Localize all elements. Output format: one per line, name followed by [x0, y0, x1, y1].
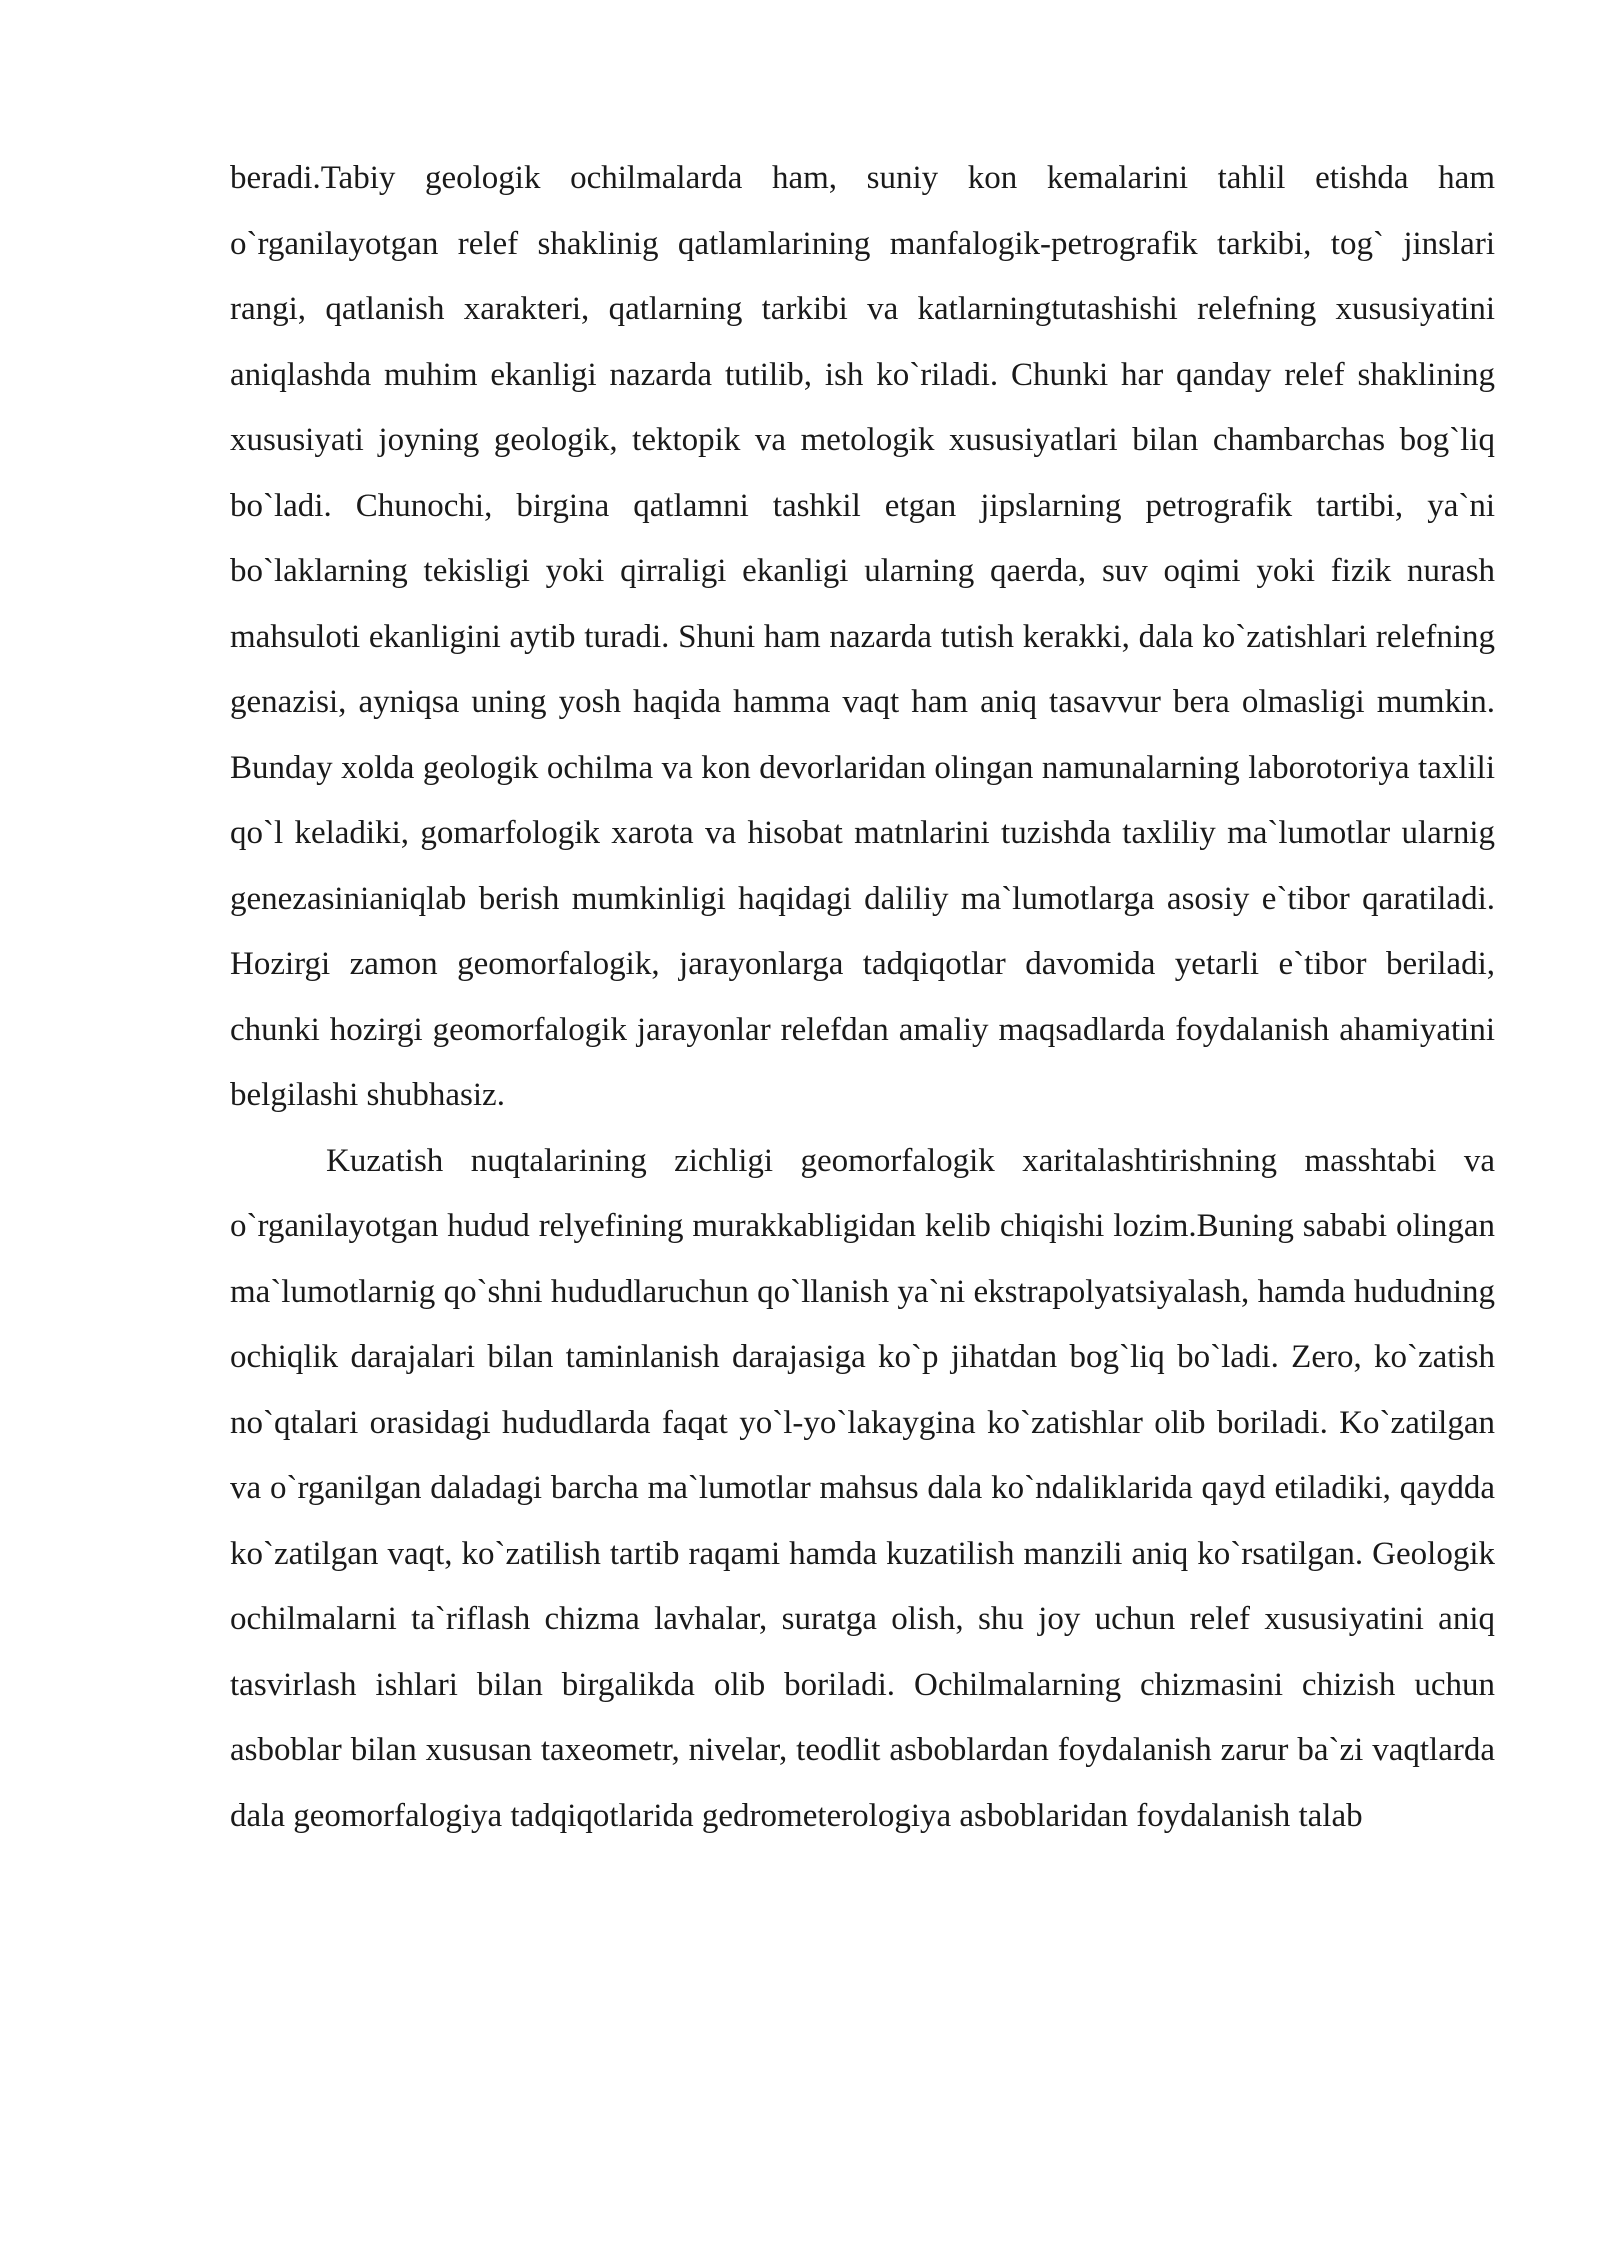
body-text [230, 146, 1495, 1849]
paragraph-continuation: beradi.Tabiy geologik ochilmalarda ham, suniy kon kemalarini tahlil etishda ham o`rganilayotgan relef shaklinig qatlamlarining manfalogik-petrografik tarkibi, tog` jinslari rangi, qatlanish xarakteri, qatlarning tarkibi va katlarningtutashishi relefning xususiyatini aniqlashda muhim ekanligi nazarda tutilib, ish ko`riladi. Chunki har qanday relef shaklining xususiyati joyning geologik, tektopik va metologik xususiyatlari bilan chambarchas bog`liq bo`ladi. Chunochi, birgina qatlamni tashkil etgan jipslarning petrografik tartibi, ya`ni bo`laklarning tekisligi yoki qirraligi ekanligi ularning qaerda, suv oqimi yoki fizik nurash mahsuloti ekanligini aytib turadi. Shuni ham nazarda tutish kerakki, dala ko`zatishlari relefning genazisi, ayniqsa uning yosh haqida hamma vaqt ham aniq tasavvur bera olmasligi mumkin. Bunday xolda geologik ochilma va kon devorlaridan olingan namunalarning laborotoriya taxlili qo`l keladiki, gomarfologik xarota va hisobat matnlarini tuzishda taxliliy ma`lumotlar ularnig genezasinianiqlab berish mumkinligi haqidagi daliliy ma`lumotlarga asosiy e`tibor qaratiladi. Hozirgi zamon geomorfalogik, jarayonlarga tadqiqotlar davomida yetarli e`tibor beriladi, chunki hozirgi geomorfalogik jarayonlar relefdan amaliy maqsadlarda foydalanish ahamiyatini belgilashi shubhasiz. [230, 160, 1495, 1113]
paragraph-observation-density: Kuzatish nuqtalarining zichligi geomorfalogik xaritalashtirishning masshtabi va o`rganilayotgan hudud relyefining murakkabligidan kelib chiqishi lozim.Buning sababi olingan ma`lumotlarnig qo`shni hududlaruchun qo`llanish ya`ni ekstrapolyatsiyalash, hamda hududning ochiqlik darajalari bilan taminlanish darajasiga ko`p jihatdan bog`liq bo`ladi. Zero, ko`zatish no`qtalari orasidagi hududlarda faqat yo`l-yo`lakaygina ko`zatishlar olib boriladi. Ko`zatilgan va o`rganilgan daladagi barcha ma`lumotlar mahsus dala ko`ndaliklarida qayd etiladiki, qaydda ko`zatilgan vaqt, ko`zatilish tartib raqami hamda kuzatilish manzili aniq ko`rsatilgan. Geologik ochilmalarni ta`riflash chizma lavhalar, suratga olish, shu joy uchun relef xususiyatini aniq tasvirlash ishlari bilan birgalikda olib boriladi. Ochilmalarning chizmasini chizish uchun asboblar bilan xususan taxeometr, nivelar, teodlit asboblardan foydalanish zarur ba`zi vaqtlarda dala geomorfalogiya tadqiqotlarida gedrometerologiya asboblaridan foydalanish talab [230, 1142, 1495, 1834]
